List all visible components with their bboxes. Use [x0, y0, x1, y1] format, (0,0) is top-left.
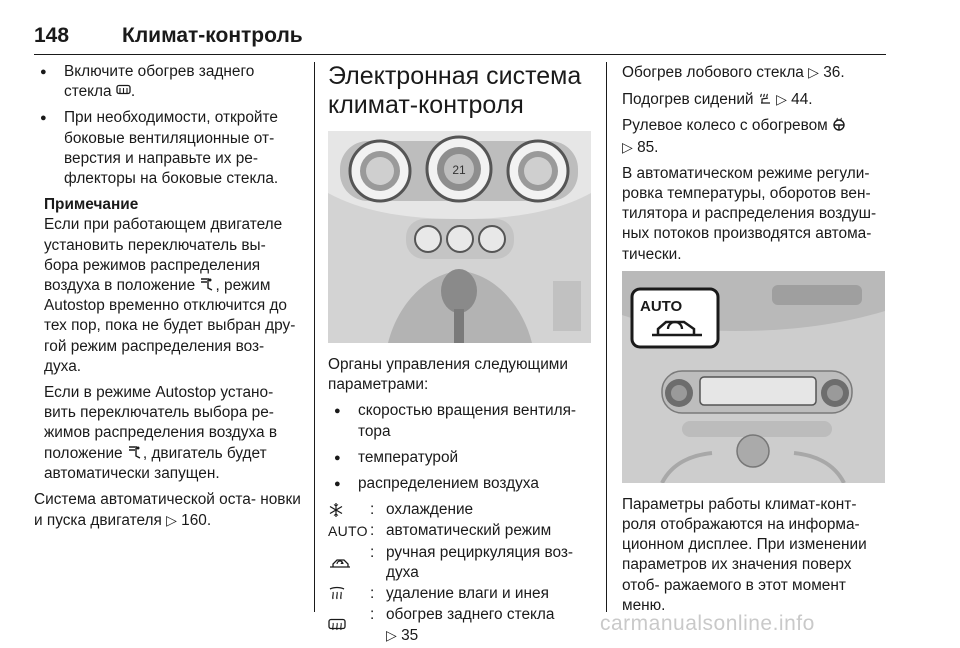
- left-column: [34, 62, 304, 537]
- legend-row: [328, 500, 593, 520]
- middle-column: [328, 62, 593, 648]
- section-heading: Электронная система климат-контроля: [328, 62, 582, 119]
- cross-reference: [622, 116, 892, 157]
- bullet-text: При необходимости, откройте боковые вентиляционные от- верстия и направьте их ре- флекторы на боковые стекла.: [64, 109, 279, 188]
- note-text: , двигатель будет автоматически запущен.: [44, 444, 267, 482]
- reference-arrow-icon: ▷: [622, 138, 633, 155]
- floor-windshield-airflow-icon: [127, 445, 143, 459]
- legend-colon: :: [370, 522, 375, 540]
- note-paragraph: [44, 215, 304, 377]
- climate-display-photo: [622, 271, 885, 483]
- controls-intro: Органы управления следующими параметрами:: [328, 356, 568, 394]
- list-item: [328, 401, 593, 441]
- note-block: [34, 195, 304, 484]
- bullet-text: Включите обогрев заднего: [64, 63, 255, 80]
- info-display-image: [622, 271, 885, 483]
- list-item: [328, 474, 593, 494]
- cross-reference: [622, 89, 892, 110]
- legend-text: [386, 605, 593, 646]
- auto-mode-paragraph: В автоматическом режиме регули- ровка температуры, оборотов вен- тилятора и распределения воздуш- ных потоков производятся автома- тически.: [622, 164, 877, 263]
- bullet-text: распределением воздуха: [358, 475, 539, 493]
- legend-colon: :: [370, 606, 375, 624]
- legend-row: [328, 584, 593, 604]
- legend-text: автоматический режим: [386, 522, 552, 540]
- bullet-text: стекла: [64, 83, 112, 101]
- reference-page: 160.: [181, 512, 212, 530]
- recirculation-car-icon: [328, 556, 352, 570]
- reference-text: Подогрев сидений: [622, 91, 754, 109]
- note-text: Если в режиме Autostop устано- вить переключатель выбора ре- жимов распределения воздуха в положение: [44, 384, 278, 462]
- reference-arrow-icon: ▷: [776, 91, 787, 108]
- watermark: carmanualsonline.info: [600, 612, 815, 635]
- climate-control-panel-image: [328, 131, 591, 343]
- reference-text: Система автоматической оста- новки и пуска двигателя: [34, 491, 301, 530]
- controls-list: [328, 401, 593, 494]
- column-divider: [606, 62, 607, 612]
- right-column: [622, 62, 892, 622]
- legend-colon: :: [370, 543, 375, 561]
- reference-page: 85.: [637, 138, 659, 156]
- autostop-reference: [34, 490, 304, 531]
- windshield-defrost-icon: [328, 586, 346, 602]
- legend-text-value: обогрев заднего стекла: [386, 606, 555, 624]
- snowflake-icon: [328, 502, 344, 518]
- page-header: [34, 24, 886, 55]
- legend-colon: :: [370, 585, 375, 603]
- inset-auto-label: AUTO: [640, 297, 683, 315]
- symbol-legend: [328, 500, 593, 646]
- list-item: ● Включите обогрев заднего стекла .: [34, 62, 304, 102]
- legend-row: [328, 605, 593, 646]
- bullet-text: температурой: [358, 448, 459, 466]
- reference-page: 44.: [791, 91, 813, 109]
- list-item: [34, 108, 304, 189]
- legend-row: [328, 543, 593, 583]
- note-text: , режим Autostop временно отключится до тех пор, пока не будет выбран дру- гой режим распределения воз- духа.: [44, 277, 296, 375]
- reference-page: 36.: [823, 64, 845, 81]
- reference-arrow-icon: ▷: [386, 627, 397, 644]
- auto-text-icon: AUTO: [328, 523, 368, 540]
- reference-text: Обогрев лобового стекла: [622, 64, 804, 81]
- bullet-text: скоростью вращения вентиля- тора: [358, 402, 577, 440]
- reference-text: Рулевое колесо с обогревом: [622, 117, 828, 135]
- rear-window-defrost-icon: [328, 618, 346, 633]
- chapter-title: Климат-контроль: [122, 24, 303, 47]
- display-caption: Параметры работы климат-конт- роля отображаются на информа- ционном дисплее. При изменении параметров их значения поверх отоб- ражаемого в этот момент меню.: [622, 495, 867, 614]
- legend-colon: :: [370, 501, 375, 519]
- legend-row: [328, 521, 593, 541]
- panel-display-text: 21: [452, 163, 466, 177]
- legend-text: охлаждение: [386, 501, 474, 519]
- cross-reference: [622, 62, 892, 83]
- seat-heating-icon: [758, 91, 772, 105]
- floor-windshield-airflow-icon: [199, 277, 215, 291]
- reference-arrow-icon: ▷: [166, 512, 177, 529]
- reference-arrow-icon: ▷: [808, 64, 819, 80]
- climate-panel-photo: [328, 131, 591, 343]
- note-heading: Примечание: [44, 196, 139, 214]
- legend-text: удаление влаги и инея: [386, 585, 549, 603]
- instruction-list: [34, 62, 304, 189]
- note-text: Если при работающем двигателе установить переключатель вы- бора режимов распределения воздуха в положение: [44, 216, 283, 295]
- column-divider: [314, 62, 315, 612]
- heated-steering-wheel-icon: [832, 117, 846, 131]
- list-item: [328, 448, 593, 468]
- legend-text: ручная рециркуляция воз- духа: [386, 543, 574, 581]
- page-number: 148: [34, 24, 70, 47]
- reference-page: 35: [401, 627, 419, 645]
- note-paragraph: [44, 383, 304, 484]
- rear-window-defrost-icon: [116, 84, 131, 97]
